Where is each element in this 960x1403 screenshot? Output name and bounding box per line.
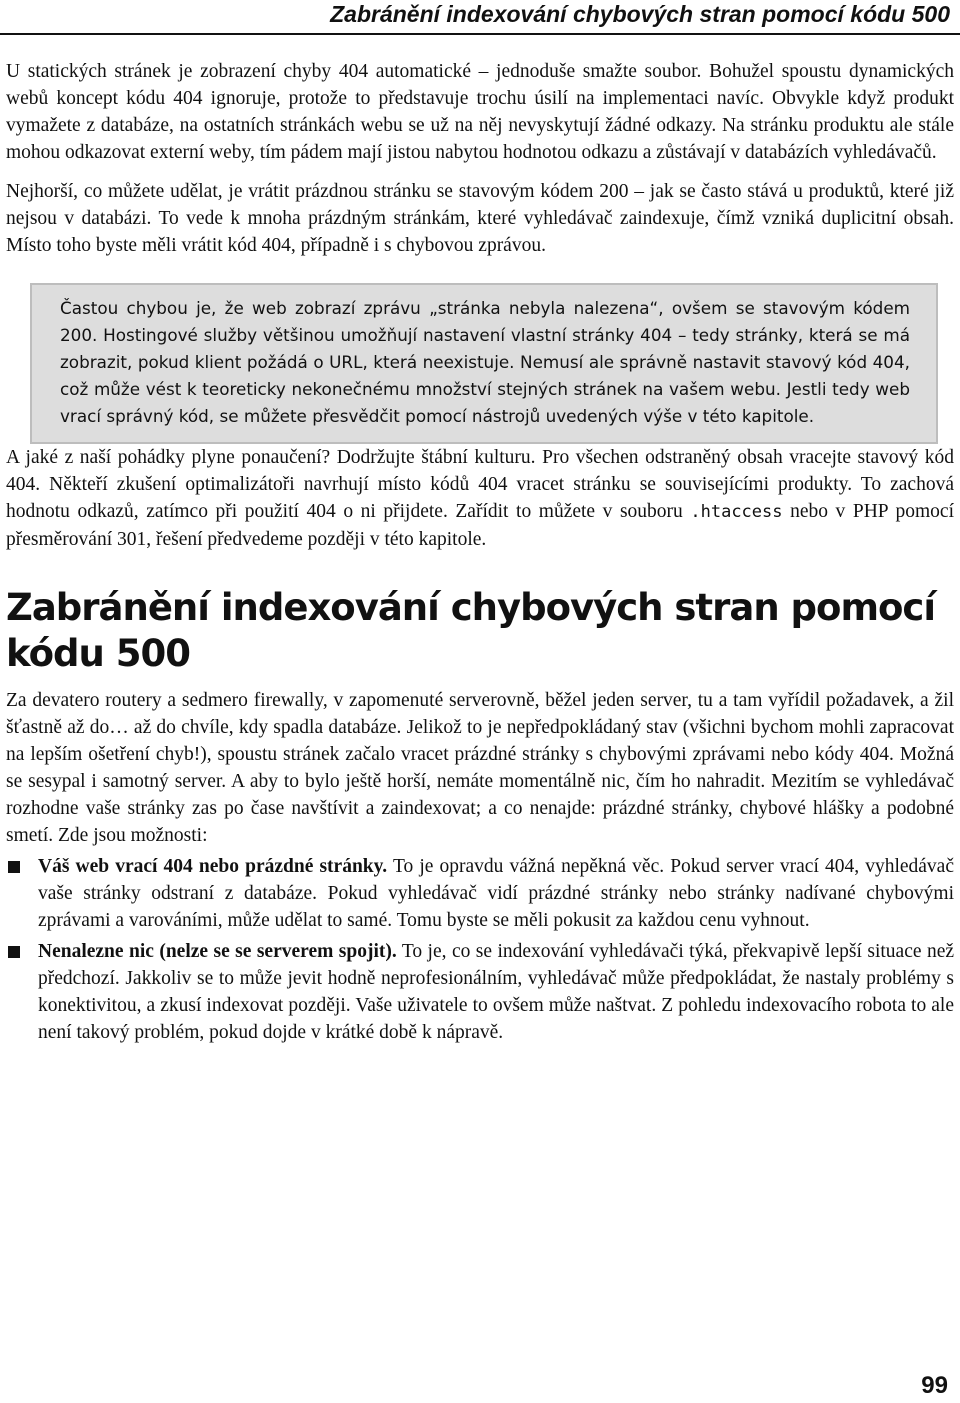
list-item-text: To je, co se indexování vyhledávači týká, překvapivě lepší situace než předchozí. Jakkoliv se to může jevit hodně neprofesionálním, vyhledávač může předpokládat, že nastaly problémy s konektivitou, a zkusí indexovat později. Vaše uživatele to ovšem může naštvat. Z pohledu indexovacího robota to ale není takový problém, pokud dojde v krátké době k nápravě. xyxy=(38,941,954,1043)
paragraph-server-story: Za devatero routery a sedmero firewally, v zapomenuté serverovně, běžel jeden server, tu a tam vyřídil požadavek, a žil šťastně až do… až do chvíle, kdy spadla databáze. Jelikož to je nepředpokládaný stav (všichni bychom mohli zapracovat na lepším ošetření chyb!), spoustu stránek začalo vracet prázdné stránky s chybovými zprávami nebo kódy 404. Možná se sesypal i samotný server. A aby to bylo ještě horší, nemáte momentálně nic, čím ho nahradit. Mezitím se vyhledávač rozhodne vaše stránky zas po čase navštívit a zaindexovat; a co nenajde: prázdné stránky, chybové hlášky a podobné smetí. Zde jsou možnosti: xyxy=(6,690,954,846)
htaccess-code: .htaccess xyxy=(690,502,783,522)
section-heading: Zabránění indexování chybových stran pomocí kódu 500 xyxy=(6,586,936,675)
list-item-text: To je opravdu vážná nepěkná věc. Pokud server vrací 404, vyhledávač vaše stránky odstraní z databáze. Pokud vyhledávač vidí prázdné stránky nebo stránky nadívané chybovými zprávami a varováními, může udělat to samé. Tomu byste se měli pokusit za každou cenu vyhnout. xyxy=(38,856,954,931)
moral-text-start: A jaké z naší pohádky plyne ponaučení? Dodržujte štábní kulturu. Pro všechen odstraněný obsah vracejte stavový kód 404. Někteří zkušení optimalizátoři navrhují místo kódů 404 vracet stránku se souvisejícími produkty. To zachová hodnotu odkazů, zatímco při použití 404 o ni přijdete. Zařídit to můžete v souboru xyxy=(6,447,954,522)
running-header xyxy=(0,0,960,40)
list-item-lead: Váš web vrací 404 nebo prázdné stránky. xyxy=(38,856,388,877)
header-rule xyxy=(0,33,960,35)
square-bullet-icon xyxy=(8,946,20,958)
paragraph-static-pages: U statických stránek je zobrazení chyby 404 automatické – jednoduše smažte soubor. Bohužel spoustu dynamických webů koncept kódu 404 ignoruje, protože to představuje trochu úsilí na implementaci navíc. Obvykle když produkt vymažete z databáze, na ostatních stránkách webu se už na něj nevyskytují žádné odkazy. Na stránku produktu ale stále mohou odkazovat externí weby, tím pádem mají jistou nabytou hodnotou odkazu a zůstávají v databázích vyhledávačů. xyxy=(6,61,954,163)
list-item xyxy=(6,853,954,934)
moral-text-end: nebo v PHP pomocí přesměrování 301, řešení předvedeme později v této kapitole. xyxy=(6,501,954,550)
options-list xyxy=(6,853,954,1046)
list-item xyxy=(6,938,954,1046)
page-number: 99 xyxy=(921,1372,948,1399)
paragraph-worst-case: Nejhorší, co můžete udělat, je vrátit prázdnou stránku se stavovým kódem 200 – jak se často stává u produktů, které již nejsou v databázi. To vede k mnoha prázdným stránkám, které vyhledávač zaindexuje, čímž vzniká duplicitní obsah. Místo toho byste měli vrátit kód 404, případně i s chybovou zprávou. xyxy=(6,181,954,256)
page-content xyxy=(6,58,954,1050)
list-item-lead: Nenalezne nic (nelze se se serverem spojit). xyxy=(38,941,397,962)
running-header-title: Zabránění indexování chybových stran pomocí kódu 500 xyxy=(330,1,950,27)
square-bullet-icon xyxy=(8,861,20,873)
note-box xyxy=(30,283,938,444)
paragraph-moral xyxy=(6,444,954,553)
note-text: Častou chybou je, že web zobrazí zprávu „stránka nebyla nalezena“, ovšem se stavovým kódem 200. Hostingové služby většinou umožňují nastavení vlastní stránky 404 – tedy stránky, která se má zobrazit, pokud klient požádá o URL, která neexistuje. Nemusí ale správně nastavit stavový kód 404, což může vést k teoreticky nekonečnému množství stejných stránek na vašem webu. Jestli tedy web vrací správný kód, se můžete přesvědčit pomocí nástrojů uvedených výše v této kapitole. xyxy=(60,298,910,426)
